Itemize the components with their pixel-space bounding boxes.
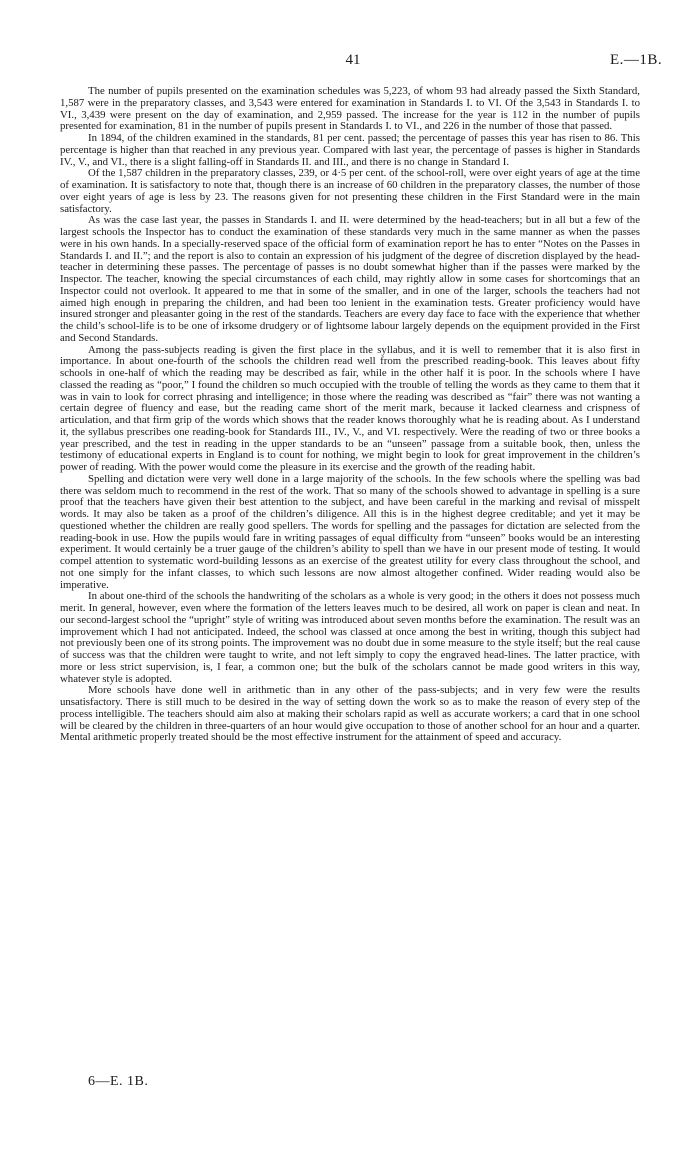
paragraph-pass-percentage: In 1894, of the children examined in the standards, 81 per cent. passed; the percentage of passes this year has risen to 86. This percentage is higher than that reached in any previous year. Compared with last year, the percentage of passes is higher in Standards IV., V., and VI., there is a slight falling-off in Standards II. and III., and there is no change in Standard I. <box>60 132 640 168</box>
paragraph-pupil-numbers: The number of pupils presented on the examination schedules was 5,223, of whom 93 had already passed the Sixth Standard, 1,587 were in the preparatory classes, and 3,543 were entered for examination in Standards I. to VI. Of the 3,543 in Standards I. to VI., 3,439 were present on the day of examination, and 2,959 passed. The increase for the year is 112 in the number of pupils presented for examination, 81 in the number of pupils present in Standards I. to VI., and 226 in the number of those that passed. <box>60 85 640 133</box>
page-number: 41 <box>345 52 361 68</box>
paragraph-handwriting: In about one-third of the schools the handwriting of the scholars as a whole is very good; in the others it does not possess much merit. In general, however, even where the formation of the letters leaves much to be desired, all work on paper is clean and neat. In our second-largest school the “upright” style of writing was introduced about seven months before the examination. The result was an improvement which I had not anticipated. Indeed, the school was classed at once among the best in writing, though this subject had not previously been one of its strong points. The improvement was no doubt due in some measure to the style itself; but the real cause of success was that the children were taught to write, and not left simply to copy the engraved head-lines. The latter practice, with more or less strict supervision, is, I fear, a common one; but the bulk of the scholars cannot be made good writers in this way, whatever style is adopted. <box>60 590 640 685</box>
paragraph-arithmetic: More schools have done well in arithmetic than in any other of the pass-subjects; and in very few were the results unsatisfactory. There is still much to be desired in the way of setting down the work so as to make the reason of every step of the process intelligible. The teachers should aim also at making their scholars rapid as well as accurate workers; a card that in one school will be cleared by the children in three-quarters of an hour would give occupation to those of another school for an hour and a quarter. Mental arithmetic properly treated should be the most effective instrument for the attainment of speed and accuracy. <box>60 684 640 744</box>
paragraph-reading: Among the pass-subjects reading is given the first place in the syllabus, and it is well to remember that it is also first in importance. In about one-fourth of the schools the children read well from the prescribed reading-book. This leaves about fifty schools in one-half of which the reading may be described as fair, while in the other half it is poor. In the schools where I have classed the reading as “poor,” I found the children so much occupied with the trouble of telling the words as they came to them that it was in vain to look for correct phrasing and intelligence; in those where the reading was described as “fair” there was not wanting a certain degree of fluency and ease, but the reading came short of the merit mark, because it lacked clearness and crispness of articulation, and that firm grip of the words which shows that the reader knows thoroughly what he is reading about. As I understand it, the syllabus prescribes one reading-book for Standards III., IV., V., and VI. respectively. Were the reading of two or three books a year prescribed, and the test in reading in the upper standards to be an “unseen” passage from a suitable book, then, unless the testimony of educational experts in England is to count for nothing, we might begin to look for great improvement in the children’s power of reading. With the power would come the pleasure in its exercise and the growth of the reading habit. <box>60 343 640 473</box>
paragraph-preparatory-classes: Of the 1,587 children in the preparatory classes, 239, or 4·5 per cent. of the school-roll, were over eight years of age at the time of examination. It is satisfactory to note that, though there is an increase of 60 children in the preparatory classes, the number of those over eight years of age is less by 23. The reasons given for not presenting these children in the First Standard were in the main satisfactory. <box>60 167 640 215</box>
paragraph-head-teacher-passes: As was the case last year, the passes in Standards I. and II. were determined by the head-teachers; but in all but a few of the largest schools the Inspector has to conduct the examination of these standards very much in the same manner as when the passes were in his own hands. In a specially-reserved space of the official form of examination report he has to enter “Notes on the Passes in Standards I. and II.”; and the report is also to contain an expression of his judgment of the degree of discretion displayed by the head-teacher in determining these passes. The percentage of passes is no doubt somewhat higher than if the passes were marked by the Inspector. The teacher, knowing the special circumstances of each child, may rightly allow in some cases for shortcomings that an Inspector could not overlook. It appeared to me that in some of the smaller, and in one of the larger, schools the teachers had not aimed high enough in preparing the children, and had been too lenient in the examination tests. Greater proficiency would have insured stronger and pleasanter going in the rest of the standards. Teachers are every day face to face with the experience that whether the child’s school-life is to be one of irksome drudgery or of lightsome labour largely depends on the equipment provided in the First and Second Standards. <box>60 214 640 344</box>
report-body <box>60 86 640 744</box>
printer-signature: 6—E. 1B. <box>88 1074 149 1089</box>
document-reference: E.—1B. <box>610 52 663 68</box>
paragraph-spelling-dictation: Spelling and dictation were very well done in a large majority of the schools. In the few schools where the spelling was bad there was seldom much to recommend in the rest of the work. That so many of the schools showed to advantage in spelling is a sure proof that the teachers have given their best attention to the subject, and have been careful in the marking and revisal of misspelt words. It may also be taken as a proof of the children’s diligence. All this is in the highest degree creditable; and yet it may be questioned whether the children are really good spellers. The words for spelling and the passages for dictation are selected from the reading-book in use. How the pupils would fare in writing passages of equal difficulty from “unseen” books would be an interesting experiment. It would certainly be a truer gauge of the children’s ability to spell than we have in our present mode of testing. It would compel attention to systematic word-building lessons as an exercise of the greatest utility for every class throughout the school, and not one simply for the infant classes, to which such lessons are now almost altogether confined. Wider reading would also be imperative. <box>60 472 640 591</box>
